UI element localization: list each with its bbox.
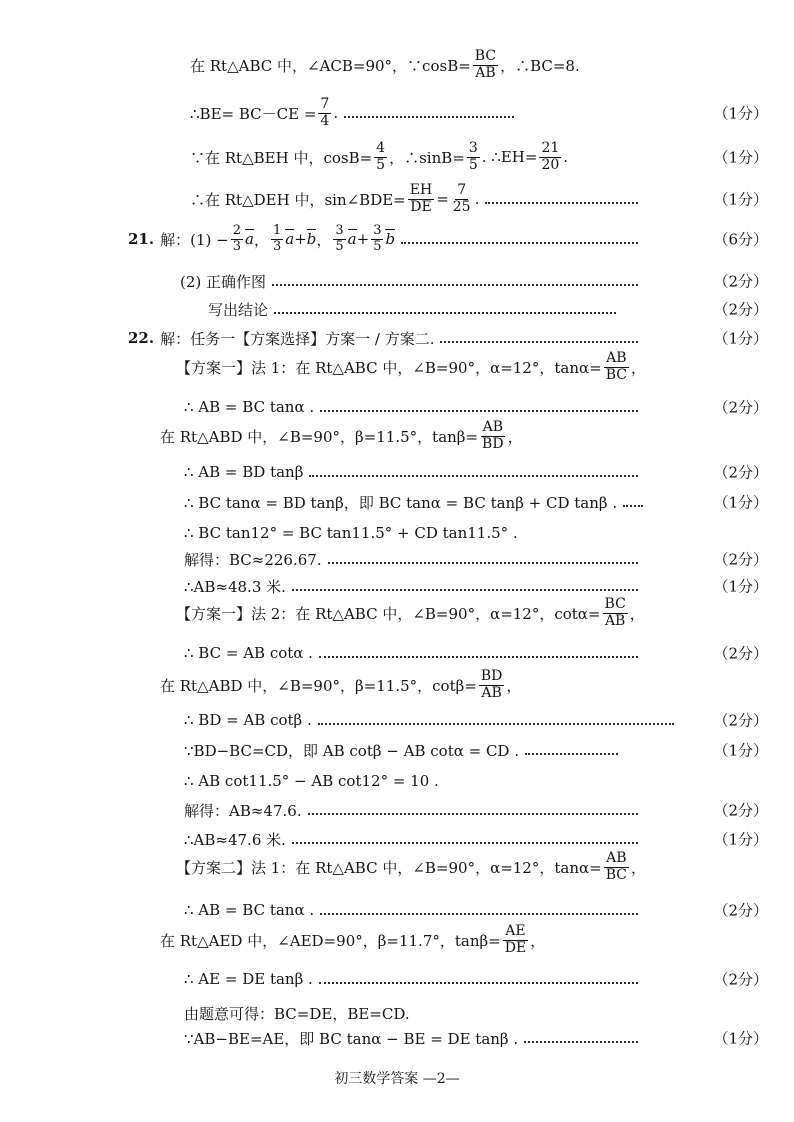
answer-line: 由题意可得：BC=DE，BE=CD. [184, 1004, 410, 1023]
question-22-line: 22. 解：任务一【方案选择】方案一 / 方案二. （1分） [128, 329, 768, 348]
dot-leader [320, 410, 638, 412]
answer-line: 在 Rt△ABD 中，∠B=90°，β=11.5°，cotβ= $\frac{BD}{AB}$ ， [160, 668, 522, 701]
fraction: $\frac{AB}{BC}$ [605, 350, 627, 383]
fraction: $\frac{EH}{DE}$ [409, 182, 433, 215]
answer-line: 写出结论 （2分） [208, 300, 768, 319]
dot-leader [308, 813, 638, 815]
fraction: $\frac{3}{5}$ [468, 140, 478, 173]
score-label: （1分） [713, 830, 768, 849]
fraction: $\frac{21}{20}$ [541, 140, 560, 173]
vector-a: a [347, 230, 357, 248]
dot-leader [485, 202, 638, 204]
vector-b: b [306, 230, 317, 248]
fraction: $\frac{7}{25}$ [452, 182, 471, 215]
dot-leader [319, 656, 638, 658]
dot-leader [524, 1041, 638, 1043]
dot-leader [320, 913, 638, 915]
answer-line: 在 Rt△ABD 中，∠B=90°，β=11.5°，tanβ= $\frac{AB}{BD}$ ， [160, 419, 523, 452]
dot-leader [309, 475, 638, 477]
score-label: （1分） [713, 493, 768, 512]
answer-line: ∴ BC = AB cotα . （2分） [184, 644, 768, 663]
answer-line: ∵AB−BE=AE，即 BC tanα − BE = DE tanβ . （1分） [184, 1029, 768, 1048]
answer-line: ∴ AB = BC tanα . （2分） [184, 398, 768, 417]
dot-leader [272, 284, 638, 286]
answer-line: 【方案一】法 1：在 Rt△ABC 中，∠B=90°，α=12°，tanα= $\frac{AB}{BC}$ ， [176, 350, 646, 383]
answer-line: 在 Rt△ABC 中，∠ACB=90°，∵cosB= $\frac{BC}{AB}$ ，∴BC=8. [190, 48, 580, 81]
dot-leader [319, 982, 638, 984]
fraction: $\frac{2}{3}$ [232, 223, 241, 254]
answer-line: ∴ AB = BC tanα . （2分） [184, 901, 768, 920]
fraction: $\frac{4}{5}$ [376, 140, 386, 173]
score-label: （1分） [713, 577, 768, 596]
vector-a: a [244, 230, 254, 248]
score-label: （1分） [713, 329, 768, 348]
page-footer: 初三数学答案 —2— [334, 1071, 460, 1087]
answer-line: ∴AB≈47.6 米. （1分） [184, 830, 768, 849]
fraction: $\frac{BD}{AB}$ [480, 668, 503, 701]
fraction: $\frac{3}{5}$ [335, 223, 344, 254]
answer-line: 在 Rt△AED 中，∠AED=90°，β=11.7°，tanβ= $\frac{AE}{DE}$ ， [160, 923, 546, 956]
score-label: （2分） [713, 398, 768, 417]
dot-leader [440, 341, 638, 343]
score-label: （1分） [713, 741, 768, 760]
score-label: （2分） [713, 463, 768, 482]
score-label: （2分） [713, 970, 768, 989]
answer-line: ∴ BD = AB cotβ . （2分） [184, 711, 768, 730]
fraction: $\frac{BC}{AB}$ [474, 48, 497, 81]
answer-line: 解得：AB≈47.6. （2分） [184, 801, 768, 820]
answer-line: ∴ BC tanα = BD tanβ，即 BC tanα = BC tanβ + CD tanβ . （1分） [184, 493, 768, 512]
score-label: （1分） [713, 148, 768, 167]
fraction: $\frac{1}{3}$ [272, 223, 282, 254]
score-label: （2分） [713, 550, 768, 569]
score-label: （2分） [713, 272, 768, 291]
answer-line: 【方案二】法 1：在 Rt△ABC 中，∠B=90°，α=12°，tanα= $\frac{AB}{BC}$ ， [176, 850, 646, 883]
question-number: 22. [128, 329, 155, 347]
answer-line: ∵BD−BC=CD，即 AB cotβ − AB cotα = CD . （1分） [184, 741, 768, 760]
question-21-line: 21. 解：(1) − $\frac{2}{3}$ a ， $\frac{1}{3}$ a + b ， $\frac{3}{5}$ a + $\frac{3}{5}$ b （6分） [128, 223, 768, 254]
answer-line: 解得：BC≈226.67. （2分） [184, 550, 768, 569]
score-label: （2分） [713, 711, 768, 730]
dot-leader [623, 505, 643, 507]
score-label: （2分） [713, 300, 768, 319]
dot-leader [328, 562, 638, 564]
score-label: （1分） [713, 1029, 768, 1048]
score-label: （6分） [713, 230, 768, 249]
dot-leader [401, 242, 638, 244]
answer-line: ∴ BC tan12° = BC tan11.5° + CD tan11.5° . [184, 524, 518, 542]
answer-line: ∵在 Rt△BEH 中，cosB= $\frac{4}{5}$ ，∴sinB= $\frac{3}{5}$ . ∴EH= $\frac{21}{20}$ . （1分） [190, 140, 768, 173]
answer-line: (2) 正确作图 （2分） [180, 272, 768, 291]
answer-line: ∴ AB = BD tanβ （2分） [184, 463, 768, 482]
score-label: （2分） [713, 801, 768, 820]
answer-line: ∴ AB cot11.5° − AB cot12° = 10 . [184, 772, 439, 790]
vector-b: b [385, 230, 396, 248]
dot-leader [292, 589, 638, 591]
fraction: $\frac{3}{5}$ [373, 223, 382, 254]
fraction: $\frac{AB}{BD}$ [482, 419, 504, 452]
answer-line: ∴AB≈48.3 米. （1分） [184, 577, 768, 596]
vector-a: a [285, 230, 295, 248]
dot-leader [318, 723, 674, 725]
question-number: 21. [128, 230, 155, 248]
score-label: （2分） [713, 901, 768, 920]
fraction: $\frac{7}{4}$ [320, 96, 330, 129]
dot-leader [525, 753, 618, 755]
fraction: $\frac{AE}{DE}$ [504, 923, 527, 956]
score-label: （1分） [713, 190, 768, 209]
score-label: （1分） [713, 104, 768, 123]
answer-line: ∴ AE = DE tanβ . （2分） [184, 970, 768, 989]
fraction: $\frac{BC}{AB}$ [604, 596, 626, 629]
answer-line: 【方案一】法 2：在 Rt△ABC 中，∠B=90°，α=12°，cotα= $\frac{BC}{AB}$ ， [176, 596, 645, 629]
dot-leader [344, 116, 514, 118]
answer-line: ∴在 Rt△DEH 中，sin∠BDE= $\frac{EH}{DE}$ = $\frac{7}{25}$ . （1分） [190, 182, 768, 215]
dot-leader [292, 842, 638, 844]
score-label: （2分） [713, 644, 768, 663]
dot-leader [274, 312, 616, 314]
answer-line: ∴BE= BC－CE = $\frac{7}{4}$ . （1分） [190, 96, 768, 129]
fraction: $\frac{AB}{BC}$ [605, 850, 627, 883]
